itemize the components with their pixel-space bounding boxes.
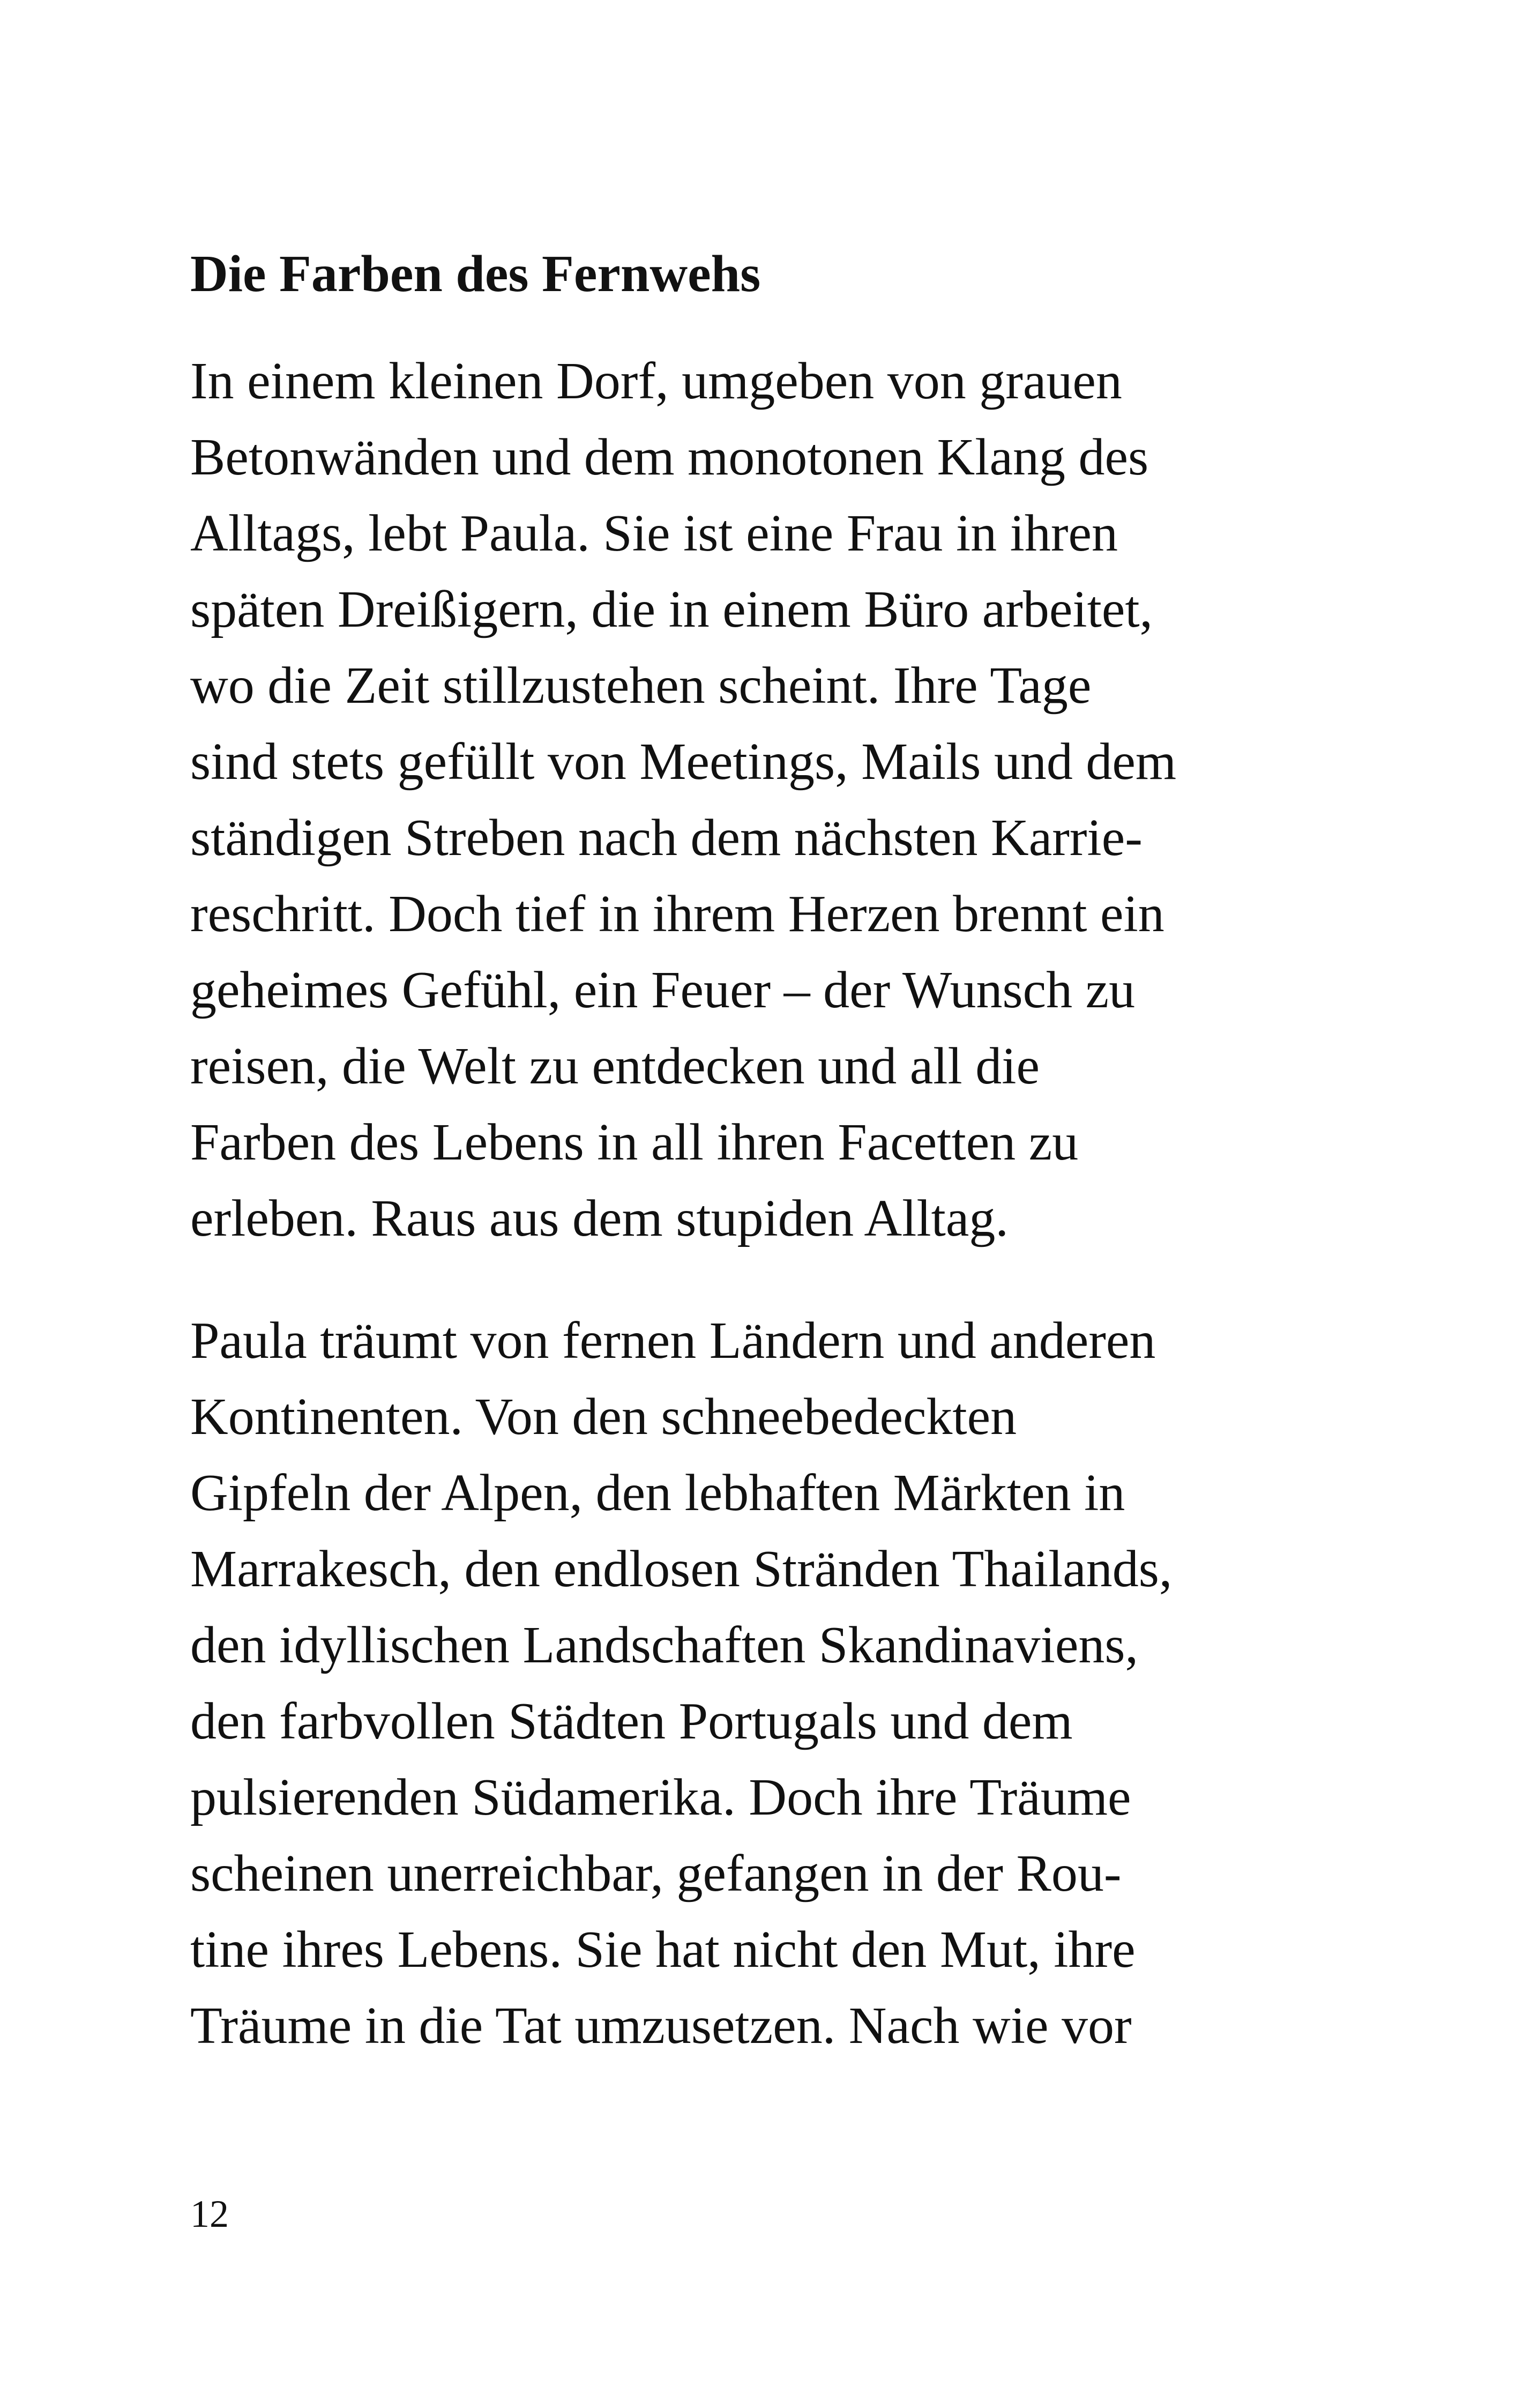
text-line: den idyllischen Landschaften Skandinaviens, — [190, 1616, 1138, 1674]
paragraph-2 — [190, 1303, 1342, 2064]
text-line: Paula träumt von fernen Ländern und anderen — [190, 1312, 1156, 1370]
text-line: erleben. Raus aus dem stupiden Alltag. — [190, 1190, 1009, 1247]
text-line: Träume in die Tat umzusetzen. Nach wie vor — [190, 1997, 1132, 2055]
chapter-title: Die Farben des Fernwehs — [190, 245, 761, 303]
text-line: tine ihres Lebens. Sie hat nicht den Mut, ihre — [190, 1921, 1136, 1979]
text-line: pulsierenden Südamerika. Doch ihre Träume — [190, 1768, 1131, 1826]
text-line: späten Dreißigern, die in einem Büro arbeitet, — [190, 581, 1153, 638]
text-line: Betonwänden und dem monotonen Klang des — [190, 428, 1149, 486]
text-line: geheimes Gefühl, ein Feuer – der Wunsch zu — [190, 961, 1136, 1019]
text-line: den farbvollen Städten Portugals und dem — [190, 1692, 1073, 1750]
text-line: scheinen unerreichbar, gefangen in der Rou- — [190, 1845, 1122, 1902]
page-number: 12 — [190, 2193, 229, 2235]
text-line: In einem kleinen Dorf, umgeben von grauen — [190, 352, 1122, 410]
paragraph-1 — [190, 343, 1342, 1257]
text-line: Gipfeln der Alpen, den lebhaften Märkten in — [190, 1464, 1125, 1522]
text-line: reschritt. Doch tief in ihrem Herzen brennt ein — [190, 885, 1164, 943]
text-line: sind stets gefüllt von Meetings, Mails und dem — [190, 733, 1177, 791]
text-line: reisen, die Welt zu entdecken und all die — [190, 1037, 1040, 1095]
text-line: Alltags, lebt Paula. Sie ist eine Frau in ihren — [190, 504, 1118, 562]
text-line: Marrakesch, den endlosen Stränden Thailands, — [190, 1540, 1173, 1598]
text-line: ständigen Streben nach dem nächsten Karrie- — [190, 809, 1143, 867]
text-line: Farben des Lebens in all ihren Facetten zu — [190, 1113, 1079, 1171]
text-line: wo die Zeit stillzustehen scheint. Ihre Tage — [190, 657, 1092, 715]
page-content — [190, 236, 1342, 2110]
text-line: Kontinenten. Von den schneebedeckten — [190, 1388, 1017, 1446]
